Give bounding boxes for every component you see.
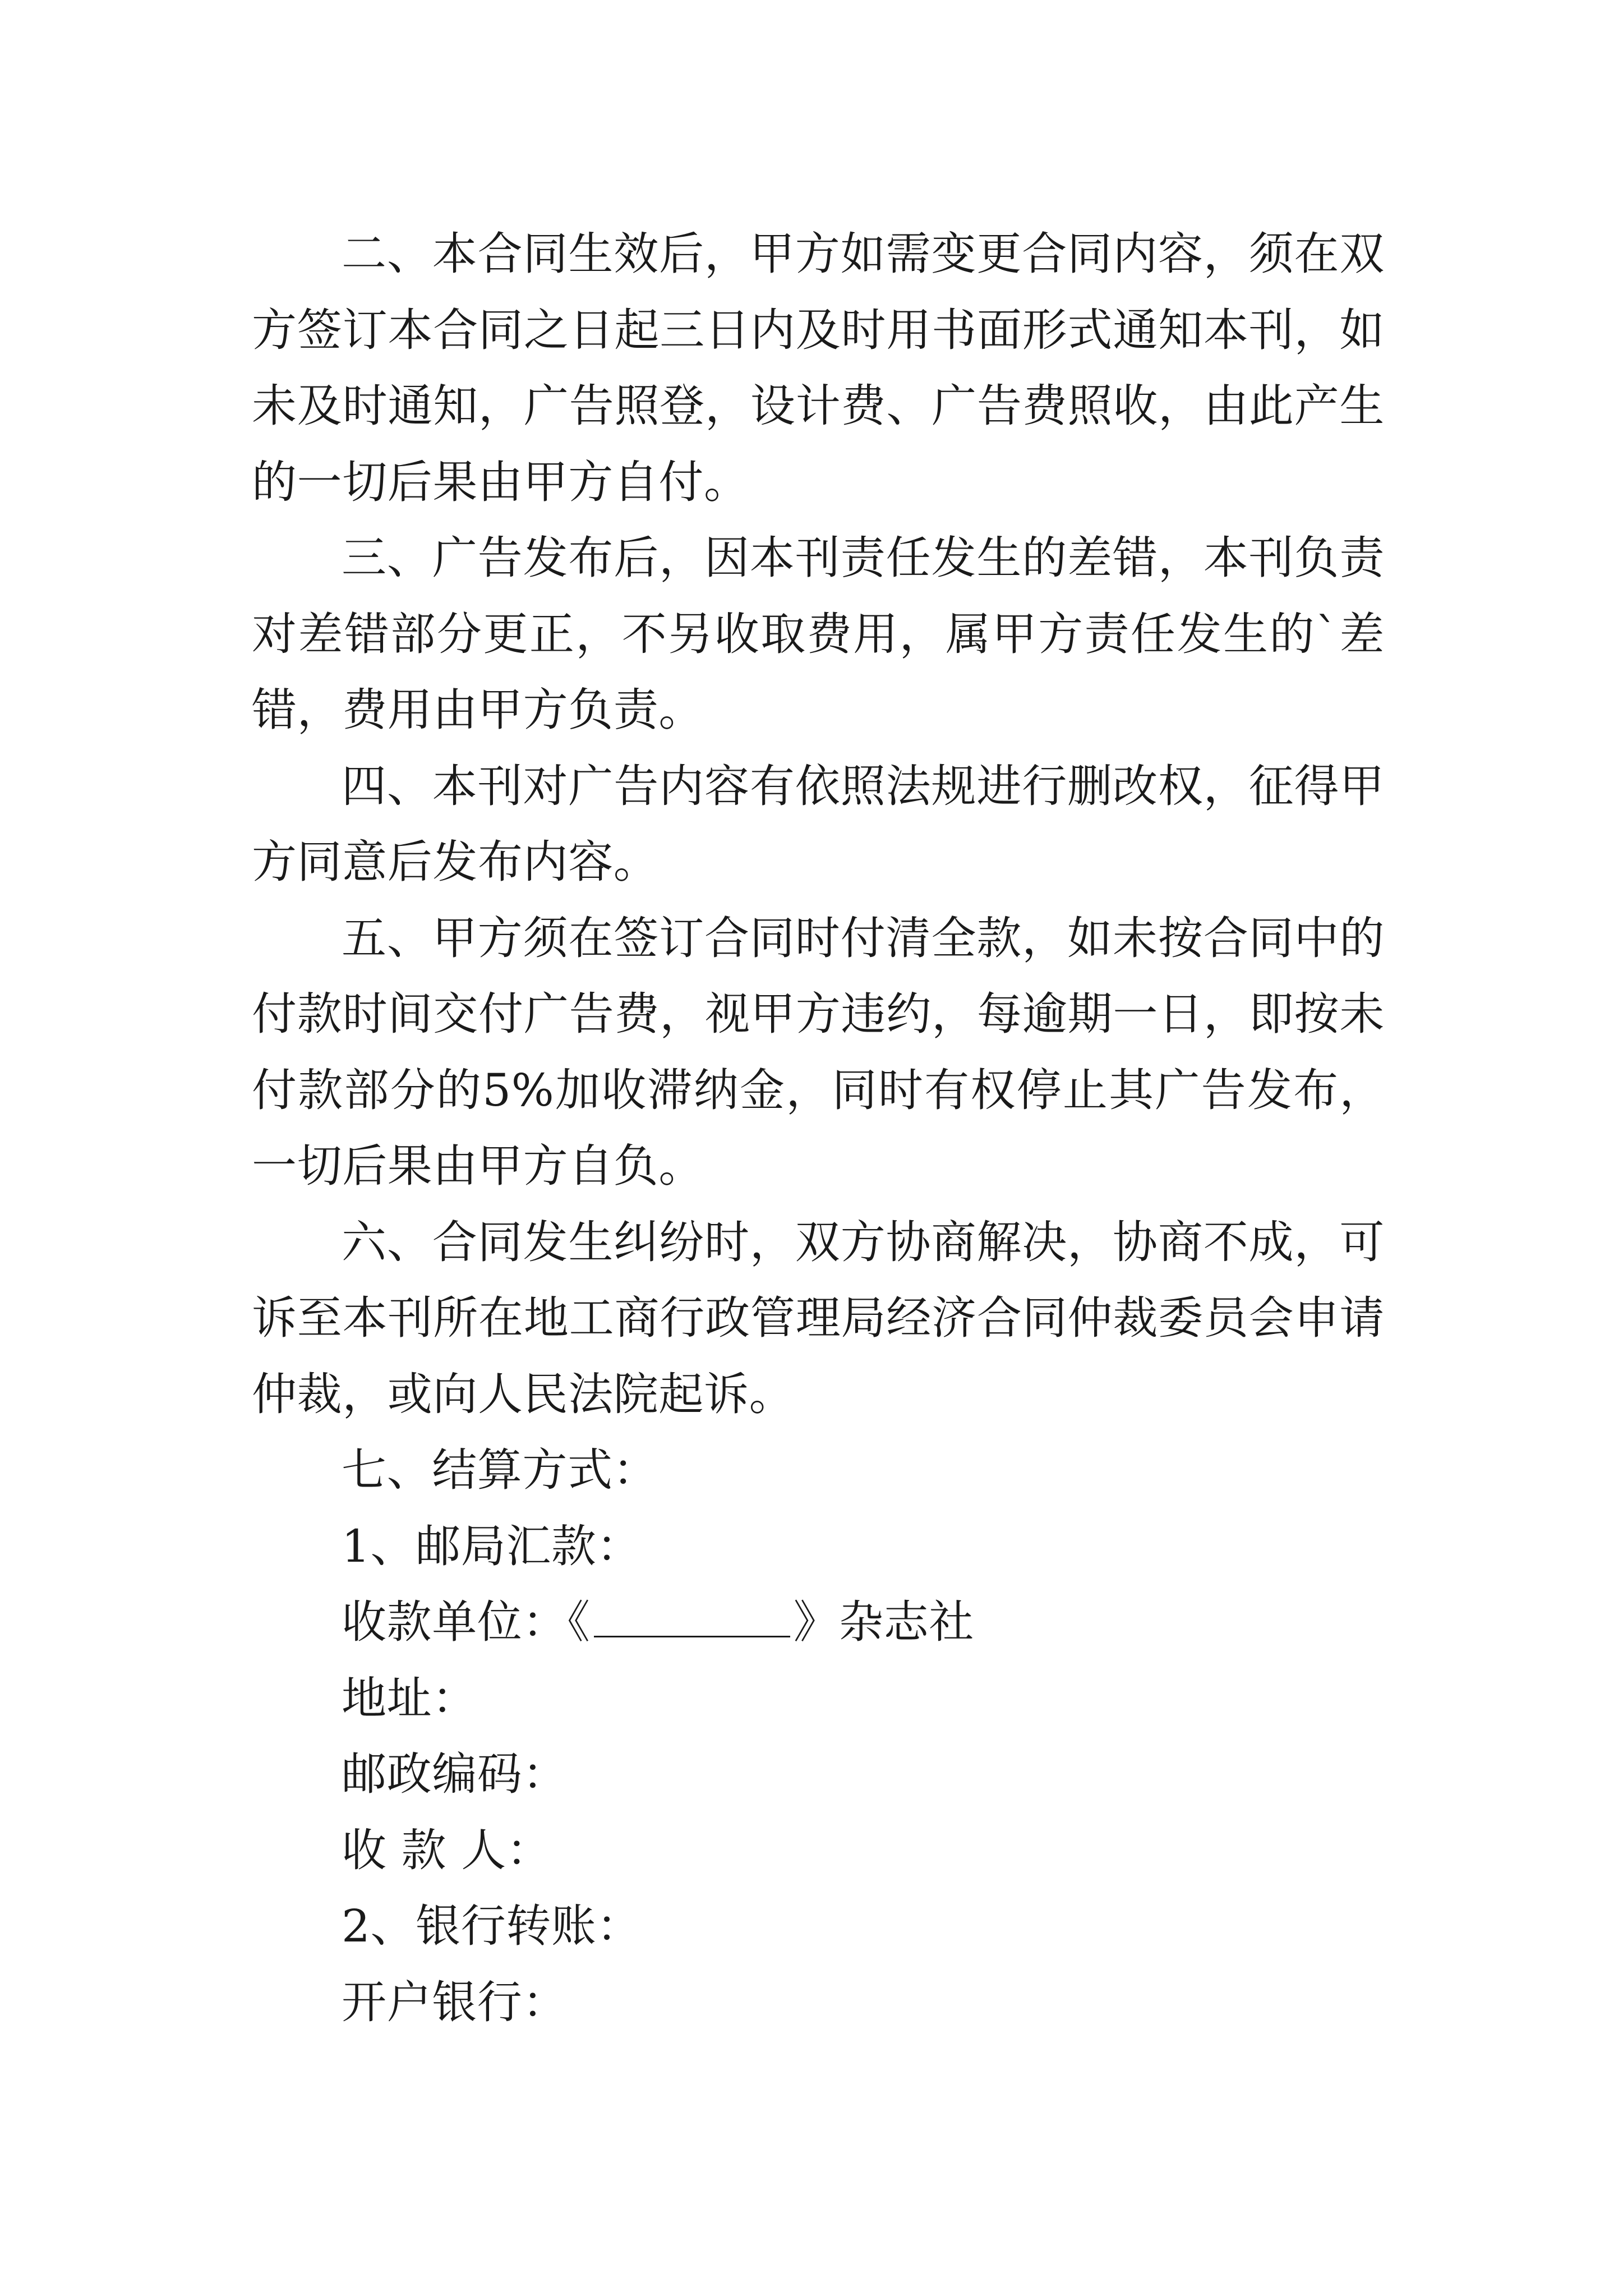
- payee-unit-prefix: 收款单位：《: [342, 1596, 591, 1648]
- clause-4: 四、本刊对广告内容有依照法规进行删改权，征得甲方同意后发布内容。: [252, 760, 1385, 888]
- contract-body: [252, 216, 1385, 2040]
- clause-6: 六、合同发生纠纷时，双方协商解决，协商不成，可诉至本刊所在地工商行政管理局经济合同仲裁委员会申请仲裁，或向人民法院起诉。: [252, 1216, 1385, 1420]
- address-label: 地址：: [342, 1672, 477, 1724]
- clause-7-title: 七、结算方式：: [342, 1444, 658, 1496]
- payee-unit-blank: [594, 1596, 790, 1637]
- clause-2: 二、本合同生效后，甲方如需变更合同内容，须在双方签订本合同之日起三日内及时用书面形式通知本刊，如未及时通知，广告照登，设计费、广告费照收，由此产生的一切后果由甲方自付。: [252, 228, 1385, 508]
- postal-remittance-title: 1、邮局汇款：: [342, 1520, 642, 1572]
- payee-label: 收 款 人：: [342, 1824, 552, 1876]
- postcode-label: 邮政编码：: [342, 1748, 568, 1800]
- clause-5: 五、甲方须在签订合同时付清全款，如未按合同中的付款时间交付广告费，视甲方违约，每逾期一日，即按未付款部分的5%加收滞纳金，同时有权停止其广告发布，一切后果由甲方自负。: [252, 912, 1385, 1192]
- bank-label: 开户银行：: [342, 1976, 568, 2028]
- clause-3: 三、广告发布后，因本刊责任发生的差错，本刊负责对差错部分更正，不另收取费用，属甲方责任发生的`差错，费用由甲方负责。: [252, 532, 1385, 736]
- bank-transfer-title: 2、银行转账：: [342, 1900, 642, 1952]
- payee-unit-suffix: 》杂志社: [793, 1596, 975, 1648]
- payee-unit-line: [252, 1584, 1385, 1660]
